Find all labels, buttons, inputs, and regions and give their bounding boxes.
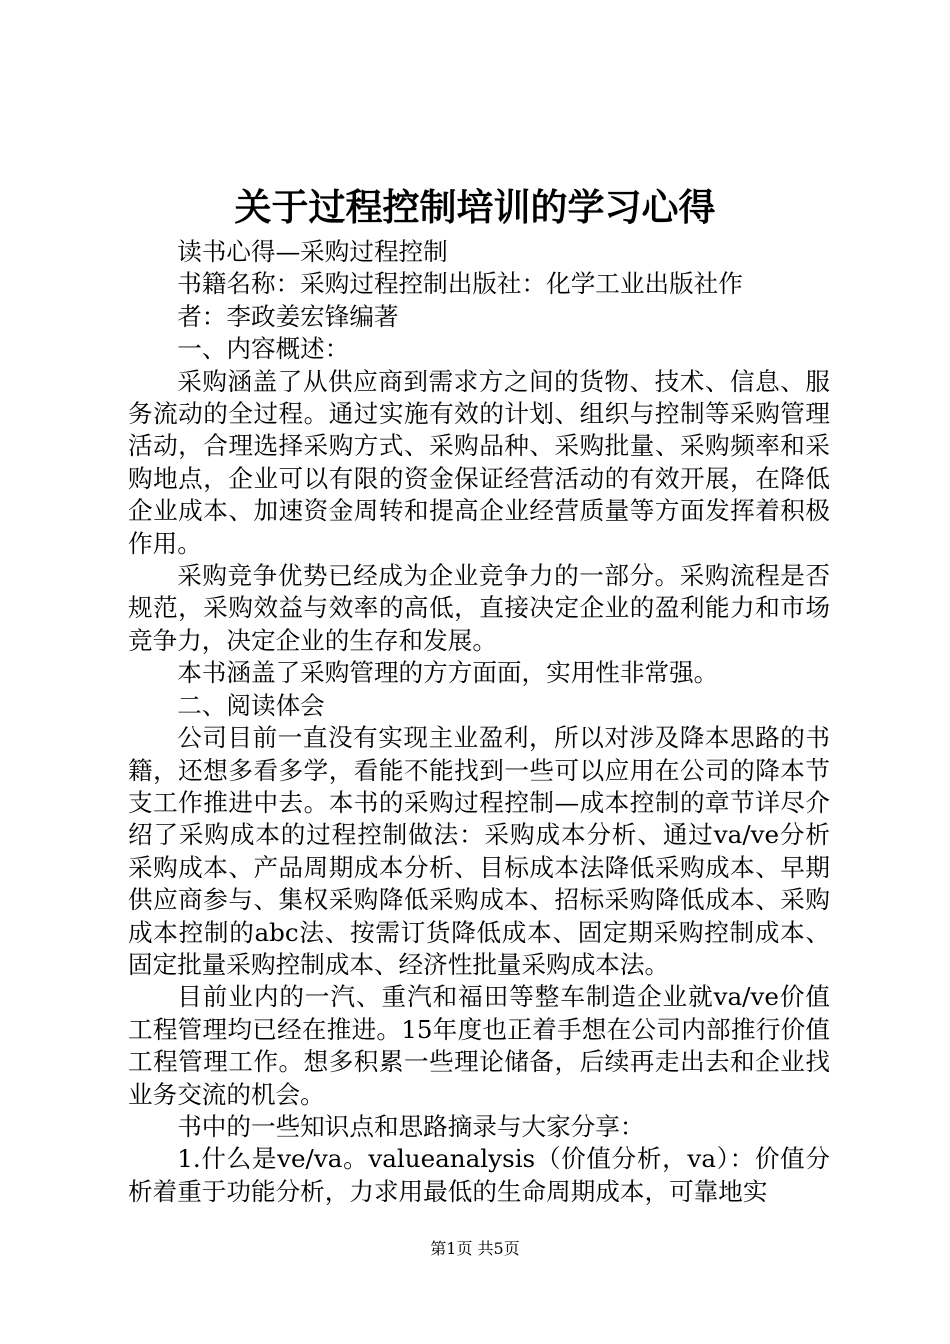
paragraph: 采购涵盖了从供应商到需求方之间的货物、技术、信息、服务流动的全过程。通过实施有效的计划、组织与控制等采购管理活动，合理选择采购方式、采购品种、采购批量、采购频率和采购地点，企业可以有限的资金保证经营活动的有效开展，在降低企业成本、加速资金周转和提高企业经营质量等方面发挥着积极作用。 xyxy=(128,366,830,558)
document-body xyxy=(128,236,830,1208)
section-heading: 二、阅读体会 xyxy=(177,690,325,720)
page-footer: 第1页 共5页 xyxy=(430,1239,520,1258)
paragraph: 公司目前一直没有实现主业盈利，所以对涉及降本思路的书籍，还想多看多学，看能不能找到一些可以应用在公司的降本节支工作推进中去。本书的采购过程控制—成本控制的章节详尽介绍了采购成本的过程控制做法：采购成本分析、通过va/ve分析采购成本、产品周期成本分析、目标成本法降低采购成本、早期供应商参与、集权采购降低采购成本、招标采购降低成本、采购成本控制的abc法、按需订货降低成本、固定期采购控制成本、固定批量采购控制成本、经济性批量采购成本法。 xyxy=(128,723,830,979)
paragraph: 者：李政姜宏锋编著 xyxy=(177,301,399,331)
paragraph: 目前业内的一汽、重汽和福田等整车制造企业就va/ve价值工程管理均已经在推进。15年度也正着手想在公司内部推行价值工程管理工作。想多积累一些理论储备，后续再走出去和企业找业务交流的机会。 xyxy=(128,982,830,1109)
paragraph: 本书涵盖了采购管理的方方面面，实用性非常强。 xyxy=(177,658,719,688)
paragraph: 采购竞争优势已经成为企业竞争力的一部分。采购流程是否规范，采购效益与效率的高低，直接决定企业的盈利能力和市场竞争力，决定企业的生存和发展。 xyxy=(128,561,830,655)
document-title: 关于过程控制培训的学习心得 xyxy=(234,186,716,229)
paragraph: 书籍名称：采购过程控制出版社：化学工业出版社作 xyxy=(177,269,743,299)
paragraph: 1.什么是ve/va。valueanalysis（价值分析，va）：价值分析着重于功能分析，力求用最低的生命周期成本，可靠地实 xyxy=(128,1144,830,1206)
paragraph: 书中的一些知识点和思路摘录与大家分享： xyxy=(177,1111,645,1141)
paragraph: 读书心得—采购过程控制 xyxy=(177,237,448,266)
section-heading: 一、内容概述： xyxy=(177,334,350,364)
